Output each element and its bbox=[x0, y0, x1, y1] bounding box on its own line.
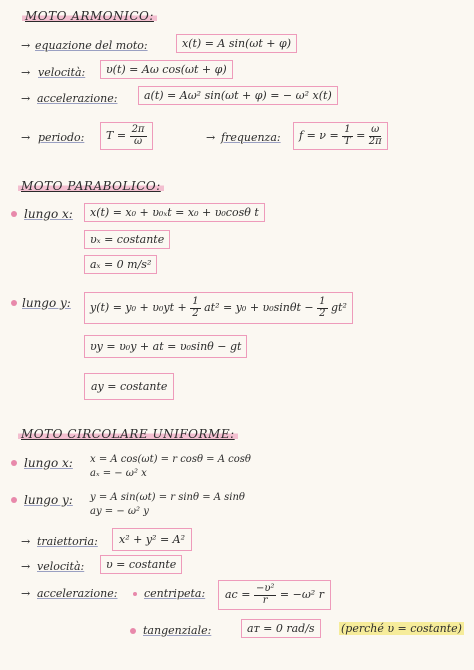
lungo-x-label: lungo x: bbox=[24, 207, 73, 221]
ax-box: aₓ = 0 m/s² bbox=[84, 255, 157, 274]
y-eq-part2: at² = y₀ + υ₀sinθt − bbox=[204, 301, 314, 314]
periodo-lhs: T = bbox=[106, 129, 127, 142]
circ-y-line1: y = A sin(ωt) = r sinθ = A sinθ bbox=[90, 492, 245, 503]
y-half2-den: 2 bbox=[319, 307, 326, 319]
y-eq-part3: gt² bbox=[331, 301, 347, 314]
periodo-num: 2π bbox=[131, 124, 145, 135]
bullet-icon bbox=[11, 300, 17, 306]
ac-rhs: = −ω² r bbox=[279, 588, 324, 601]
equazione-box: x(t) = A sin(ωt + φ) bbox=[176, 34, 297, 53]
bullet-icon bbox=[133, 592, 137, 596]
arrow-icon: → bbox=[206, 131, 216, 144]
tangenziale-note: (perché υ = costante) bbox=[341, 622, 462, 635]
circ-accelerazione-label: accelerazione: bbox=[37, 587, 118, 600]
y-half1-den: 2 bbox=[192, 307, 199, 319]
freq-den-1: T bbox=[344, 135, 351, 147]
ac-num: −υ² bbox=[255, 583, 275, 594]
section-title-parabolico: MOTO PARABOLICO: bbox=[18, 179, 164, 193]
arrow-icon: → bbox=[21, 587, 31, 600]
centripeta-label: centripeta: bbox=[144, 587, 206, 600]
bullet-icon bbox=[11, 460, 17, 466]
traiettoria-label: traiettoria: bbox=[37, 535, 98, 548]
freq-den-2: 2π bbox=[368, 135, 382, 147]
arrow-icon: → bbox=[21, 560, 31, 573]
periodo-den: ω bbox=[133, 135, 143, 147]
y-half2-num: 1 bbox=[319, 296, 326, 307]
frequenza-box bbox=[293, 122, 388, 150]
vx-box: υₓ = costante bbox=[84, 230, 170, 249]
circ-x-line1: x = A cos(ωt) = r cosθ = A cosθ bbox=[90, 454, 251, 465]
velocita-label: velocità: bbox=[38, 66, 86, 79]
bullet-icon bbox=[11, 497, 17, 503]
freq-num-2: ω bbox=[371, 124, 380, 135]
y-equation-box bbox=[84, 292, 353, 324]
accelerazione-label: accelerazione: bbox=[37, 92, 118, 105]
section-title-circolare: MOTO CIRCOLARE UNIFORME: bbox=[18, 427, 238, 441]
circ-velocita-box: υ = costante bbox=[100, 555, 182, 574]
arrow-icon: → bbox=[21, 39, 31, 52]
section-title-armonico: MOTO ARMONICO: bbox=[22, 9, 157, 23]
tangenziale-box: aᴛ = 0 rad/s bbox=[241, 619, 321, 638]
circ-lungo-y-label: lungo y: bbox=[24, 493, 73, 507]
ay-box: ay = costante bbox=[84, 373, 174, 400]
arrow-icon: → bbox=[21, 92, 31, 105]
circ-velocita-label: velocità: bbox=[37, 560, 85, 573]
periodo-box bbox=[100, 122, 153, 150]
bullet-icon bbox=[11, 211, 17, 217]
freq-eq: = bbox=[356, 129, 366, 142]
vy-box: υy = υ₀y + at = υ₀sinθ − gt bbox=[84, 335, 247, 358]
circ-lungo-x-label: lungo x: bbox=[24, 456, 73, 470]
tangenziale-label: tangenziale: bbox=[143, 624, 212, 637]
ac-den: r bbox=[262, 594, 268, 606]
freq-num-1: 1 bbox=[344, 124, 351, 135]
centripeta-box bbox=[218, 580, 331, 610]
equazione-label: equazione del moto: bbox=[35, 39, 148, 52]
periodo-label: periodo: bbox=[38, 131, 85, 144]
velocita-box: υ(t) = Aω cos(ωt + φ) bbox=[100, 60, 233, 79]
frequenza-label: frequenza: bbox=[221, 131, 281, 144]
y-half1-num: 1 bbox=[192, 296, 199, 307]
x-equation-box: x(t) = x₀ + υ₀ₓt = x₀ + υ₀cosθ t bbox=[84, 203, 265, 222]
traiettoria-box: x² + y² = A² bbox=[112, 528, 192, 551]
ac-lhs: ac = bbox=[225, 588, 251, 601]
circ-y-line2: ay = − ω² y bbox=[90, 506, 149, 517]
arrow-icon: → bbox=[21, 535, 31, 548]
circ-x-line2: aₓ = − ω² x bbox=[90, 468, 147, 479]
lungo-y-label: lungo y: bbox=[22, 296, 71, 310]
y-eq-part1: y(t) = y₀ + υ₀yt + bbox=[90, 301, 187, 314]
accelerazione-box: a(t) = Aω² sin(ωt + φ) = − ω² x(t) bbox=[138, 86, 338, 105]
bullet-icon bbox=[130, 628, 136, 634]
arrow-icon: → bbox=[21, 66, 31, 79]
arrow-icon: → bbox=[21, 131, 31, 144]
freq-lhs: f = ν = bbox=[299, 129, 339, 142]
